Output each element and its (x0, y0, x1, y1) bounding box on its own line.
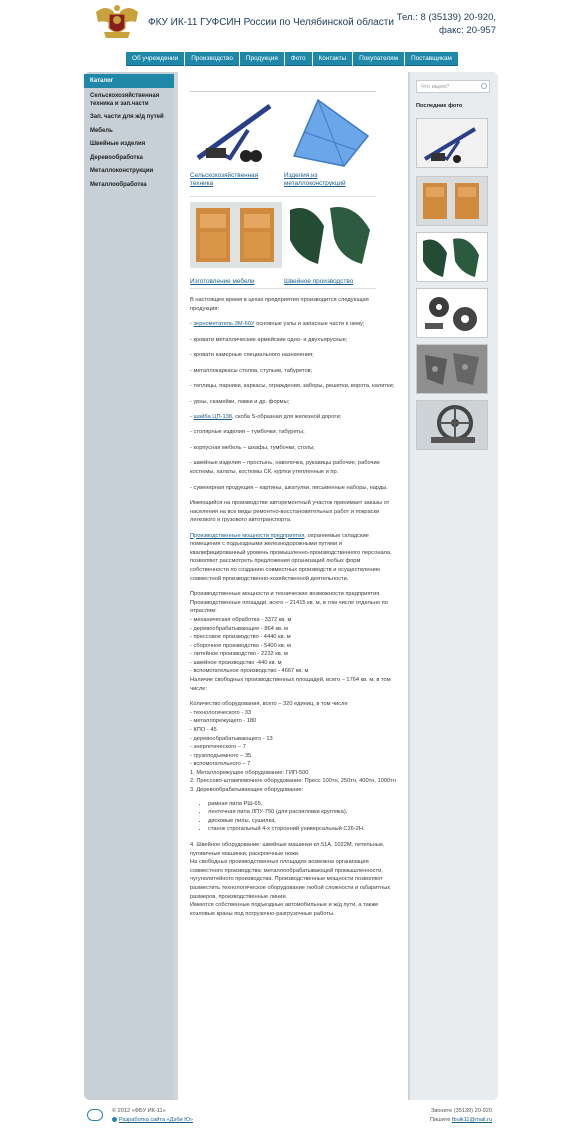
product-card-furniture (190, 202, 282, 286)
photo-thumb-castings[interactable] (416, 344, 488, 394)
equipment-line: 3. Деревообрабатывающее оборудование: (190, 787, 304, 794)
area-item: - вспомогательное производство - 4667 кв. м (190, 668, 309, 675)
developer-icon (112, 1117, 117, 1122)
area-item: - прессовое производство - 4440 кв. м (190, 634, 291, 641)
header-phone: Тел.: 8 (35139) 20-920, (396, 12, 496, 23)
area-item: - механическая обработка - 3372 кв. м (190, 616, 292, 623)
photo-thumb-wheel[interactable] (416, 400, 488, 450)
area-item: - литейное производство - 2232 кв. м (190, 651, 288, 658)
catalog-item-furniture[interactable]: Мебель (90, 127, 113, 134)
product-card-agri (190, 96, 282, 188)
equipment-item: - КПО - 45 (190, 726, 217, 733)
equipment-item: - вспомогательного – 7 (190, 761, 251, 768)
list-line: - металлокаркасы столов, стульев, табуретов; (190, 367, 313, 374)
text: Пишите (429, 1117, 452, 1123)
sidebar (84, 72, 174, 1100)
email-link[interactable]: fbuik11@mail.ru (451, 1117, 492, 1123)
area-free: Наличие свободных производственных площадей, всего – 1764 кв. м, в том числе: (190, 677, 391, 692)
catalog-item-agri[interactable]: Сельскохозяйственная техника и зап.части (90, 93, 160, 107)
photo-thumb-grain-thrower[interactable] (416, 118, 488, 168)
wood-equipment-list (204, 800, 398, 834)
list-line: - кровати камерные специального назначения; (190, 352, 314, 359)
equipment-item: - технологического - 33 (190, 709, 252, 716)
footer-phone: Звоните (35139) 20-920 (430, 1108, 492, 1114)
paragraph: На свободных производственных площадях возможна организация совместного производства: металлообрабатывающей промышленности, чугунолитейного производства. Производственные мощности позволяют разместить технологическое оборудование любой сложности и габаритных размеров, производственные линии. (190, 859, 391, 900)
catalog-item-woodwork[interactable]: Деревообработка (90, 154, 143, 161)
equipment-line: 2. Прессово-штамповочное оборудование: Пресс 100тн, 250тн, 400тн, 1000тн (190, 778, 396, 785)
site-title: ФКУ ИК-11 ГУФСИН России по Челябинской области (148, 17, 394, 28)
list-item: • станок строгальный 4-х сторонний универсальный С26-2Н. (208, 825, 398, 834)
area-item: - сборочное производство - 5400 кв. м (190, 642, 291, 649)
footer-mail (430, 1117, 492, 1123)
catalog-item-sewing[interactable]: Швейные изделия (90, 141, 146, 147)
nav-photo[interactable]: Фото (285, 52, 312, 66)
link-grain-thrower[interactable]: зернометатель ЗМ-60У (193, 321, 255, 328)
top-nav (126, 52, 459, 66)
product-card-metal (284, 96, 376, 188)
list-line: - урны, скамейки, лавки и др. формы; (190, 398, 290, 405)
developer-link[interactable]: Разработка сайта «Дэби Ю» (119, 1117, 193, 1123)
nav-buyers[interactable]: Покупателям (353, 52, 404, 66)
nav-suppliers[interactable]: Поставщикам (405, 52, 458, 66)
area-total: Производственные площади, всего – 21415 кв. м, в том числе отдельно по отраслям: (190, 599, 388, 615)
capacity-heading: Производственные мощности и технические возможности предприятия. (190, 591, 381, 598)
photo-thumb-nightstands[interactable] (416, 176, 488, 226)
nav-about[interactable]: Об учреждении (126, 52, 184, 66)
catalog-item-rail-parts[interactable]: Зап. части для ж/д путей (90, 114, 164, 120)
search-input[interactable]: Что ищем? (416, 80, 490, 93)
list-line: - шайба ЦП-138, скоба S-образная для железной дороги; (190, 413, 342, 420)
divider (190, 196, 376, 197)
catalog-menu (90, 93, 172, 195)
divider (190, 91, 376, 92)
catalog-item-metal-processing[interactable]: Металлообработка (90, 181, 147, 188)
catalog-item-metalwork[interactable]: Металлоконструкции (90, 168, 154, 174)
product-link-furniture[interactable]: Изготовление мебели (190, 278, 255, 285)
article-body (190, 296, 398, 918)
product-image-agri[interactable] (190, 96, 282, 170)
cloud-logo-icon (87, 1109, 103, 1121)
footer-copyright: © 2012 «ФБУ ИК-11» (112, 1108, 166, 1114)
product-image-furniture[interactable] (190, 202, 282, 276)
equipment-item: - энергетического – 7 (190, 744, 246, 751)
list-line: - сувенирная продукция – картины, шкатулки, письменные наборы, нарды. (190, 484, 388, 491)
product-image-metal[interactable] (284, 96, 376, 170)
paragraph: Имеются собственные подъездные автомобильные и ж/д пути, а также козловые краны под погрузочно-разгрузочные работы. (190, 902, 379, 917)
paragraph: Имеющийся на производстве авторемонтный участок принимает заказы от населения на все виды ремонтно-восстановительных работ и покраски легкового и грузового автотранспорта. (190, 500, 390, 524)
equipment-total: Количество оборудования, всего – 320 единиц, в том числе (190, 701, 348, 708)
paragraph (190, 700, 398, 795)
list-line: - швейные изделия – простынь, наволочка, рукавицы рабочие, рабочие костюмы, халаты, костюмы СК, куртки утепленные и пр. (190, 460, 380, 476)
product-card-sewing (284, 202, 376, 286)
product-link-metal[interactable]: Изделия из металлоконструкций (284, 172, 346, 187)
paragraph: В настоящее время в цехах предприятия производится следующая продукция: (190, 297, 369, 312)
footer-dev (112, 1117, 193, 1123)
list-line: - зернометатель ЗМ-60У основные узлы и запасные части к нему; (190, 321, 365, 328)
paragraph: 4. Швейное оборудование: швейные машинки кл.51А, 1022М, петельные, пуговичные машинки, раскроечные ножи. (190, 842, 385, 857)
catalog-heading: Каталог (84, 74, 174, 88)
equipment-item: - металлорежущего - 180 (190, 718, 257, 725)
nav-production[interactable]: Производство (185, 52, 239, 66)
area-item: - швейное производство -440 кв. м (190, 659, 282, 666)
list-line: - кровати металлические армейские одно- и двухъярусные; (190, 336, 348, 343)
search-icon[interactable] (481, 83, 487, 89)
text: , скоба S-образная для железной дороги; (231, 413, 342, 420)
nav-contacts[interactable]: Контакты (313, 52, 353, 66)
list-line: - столярные изделия – тумбочки, табуреты; (190, 429, 305, 436)
text: основные узлы и запасные части к нему; (254, 321, 365, 328)
photo-thumb-gears[interactable] (416, 288, 488, 338)
list-line: - теплицы, парники, каркасы, ограждения, заборы, решетки, ворота, калитки; (190, 383, 395, 390)
latest-photos-title: Последние фото (416, 103, 463, 109)
text: , охраняемые складские помещения с подъездными железнодорожными путями и квалифицированный уровень промышленно-производственного персонала, позволяют рассмотреть предложения организаций любых форм собственности по созданию совместных производств и осуществлению совместной производственно-хозяйственной деятельности. (190, 532, 392, 582)
equipment-item: - деревообрабатывающего - 13 (190, 735, 273, 742)
list-line: - корпусная мебель – шкафы, тумбочки, столы; (190, 444, 315, 451)
product-link-sewing[interactable]: Швейное производство (284, 278, 354, 285)
list-item: • рамная пила РШ-65, (208, 800, 398, 809)
equipment-item: - грузоподъемного – 35 (190, 752, 252, 759)
link-capacity[interactable]: Производственные мощности предприятия (190, 532, 305, 539)
emblem-logo[interactable] (94, 2, 140, 44)
paragraph (190, 590, 398, 693)
list-item: • дисковые пилы, сушилка, (208, 817, 398, 826)
divider (190, 288, 376, 289)
header-fax: факс: 20-957 (439, 25, 496, 36)
list-item: • ленточная пила ЛПУ-750 (для распиловки кругляка), (208, 808, 398, 817)
equipment-line: 1. Металлорежущее оборудование: ГИП-500 (190, 769, 309, 776)
nav-products[interactable]: Продукция (240, 52, 284, 66)
link-washer[interactable]: шайба ЦП-138 (193, 413, 232, 420)
product-image-sewing[interactable] (284, 202, 376, 276)
product-link-agri[interactable]: Сельскохозяйственная техника (190, 172, 259, 187)
paragraph (190, 532, 398, 584)
photo-thumb-mittens[interactable] (416, 232, 488, 282)
area-item: - деревообрабатывающее - 864 кв. м (190, 625, 289, 632)
